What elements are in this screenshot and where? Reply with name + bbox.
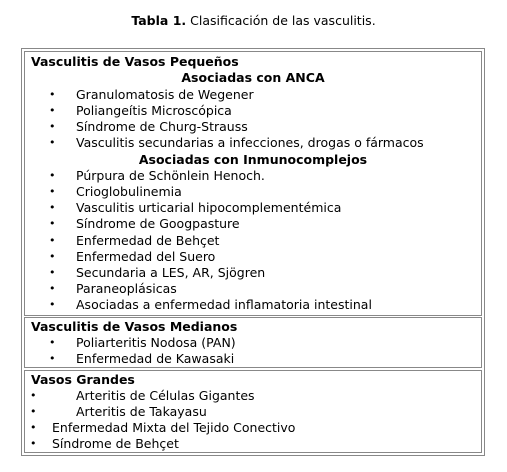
list-item-text: Síndrome de Behçet — [52, 436, 179, 451]
list-item-text: Enfermedad Mixta del Tejido Conectivo — [52, 420, 296, 435]
list-item-text: Enfermedad de Kawasaki — [76, 351, 235, 366]
list-item — [25, 335, 481, 351]
caption-text: Clasificación de las vasculitis. — [190, 13, 376, 28]
list-item — [25, 420, 481, 436]
list-item-text: Síndrome de Googpasture — [76, 216, 240, 231]
list-item-text: Granulomatosis de Wegener — [76, 87, 254, 102]
list-item-text: Síndrome de Churg-Strauss — [76, 119, 248, 134]
bullet-icon: • — [30, 389, 37, 402]
list-item-text: Vasculitis secundarias a infecciones, drogas o fármacos — [76, 135, 424, 150]
list-item — [25, 216, 481, 232]
list-item — [25, 281, 481, 297]
bullet-icon: • — [49, 352, 56, 365]
list-item — [25, 404, 481, 420]
list-item-text: Poliangeítis Microscópica — [76, 103, 232, 118]
bullet-icon: • — [49, 250, 56, 263]
list-item-text: Púrpura de Schönlein Henoch. — [76, 168, 265, 183]
bullet-icon: • — [49, 120, 56, 133]
list-item-text: Vasculitis urticarial hipocomplementémica — [76, 200, 342, 215]
medium-vessels-cell — [24, 317, 482, 368]
bullet-icon: • — [49, 104, 56, 117]
small-vessels-cell — [24, 51, 482, 316]
list-item — [25, 233, 481, 249]
large-vessels-cell — [24, 370, 482, 453]
list-item-text: Poliarteritis Nodosa (PAN) — [76, 335, 236, 350]
list-item — [25, 351, 481, 367]
bullet-icon: • — [49, 185, 56, 198]
list-item — [25, 297, 481, 313]
immune-complex-heading: Asociadas con Inmunocomplejos — [138, 152, 368, 167]
vasculitis-table — [21, 48, 485, 456]
list-item — [25, 388, 481, 404]
bullet-icon: • — [49, 336, 56, 349]
list-item-text: Secundaria a LES, AR, Sjögren — [76, 265, 266, 280]
list-item — [25, 135, 481, 151]
list-item-text: Asociadas a enfermedad inflamatoria intestinal — [76, 297, 372, 312]
list-item-text: Enfermedad de Behçet — [76, 233, 220, 248]
bullet-icon: • — [30, 437, 37, 450]
bullet-icon: • — [49, 266, 56, 279]
list-item — [25, 249, 481, 265]
list-item-text: Paraneoplásicas — [76, 281, 177, 296]
list-item-text: Arteritis de Takayasu — [76, 404, 207, 419]
bullet-icon: • — [49, 201, 56, 214]
bullet-icon: • — [49, 234, 56, 247]
bullet-icon: • — [49, 88, 56, 101]
list-item-text: Enfermedad del Suero — [76, 249, 216, 264]
medium-vessels-title: Vasculitis de Vasos Medianos — [31, 319, 238, 334]
bullet-icon: • — [49, 217, 56, 230]
list-item — [25, 119, 481, 135]
small-vessels-title: Vasculitis de Vasos Pequeños — [31, 54, 239, 69]
bullet-icon: • — [49, 169, 56, 182]
list-item-text: Arteritis de Células Gigantes — [76, 388, 255, 403]
list-item-text: Crioglobulinemia — [76, 184, 182, 199]
large-vessels-title: Vasos Grandes — [31, 372, 135, 387]
list-item — [25, 184, 481, 200]
list-item — [25, 265, 481, 281]
bullet-icon: • — [30, 421, 37, 434]
list-item — [25, 200, 481, 216]
list-item — [25, 436, 481, 452]
list-item — [25, 168, 481, 184]
anca-heading: Asociadas con ANCA — [181, 70, 325, 85]
caption-label: Tabla 1. — [131, 13, 187, 28]
bullet-icon: • — [49, 298, 56, 311]
bullet-icon: • — [30, 405, 37, 418]
bullet-icon: • — [49, 282, 56, 295]
table-caption — [0, 13, 507, 29]
list-item — [25, 103, 481, 119]
bullet-icon: • — [49, 136, 56, 149]
list-item — [25, 87, 481, 103]
